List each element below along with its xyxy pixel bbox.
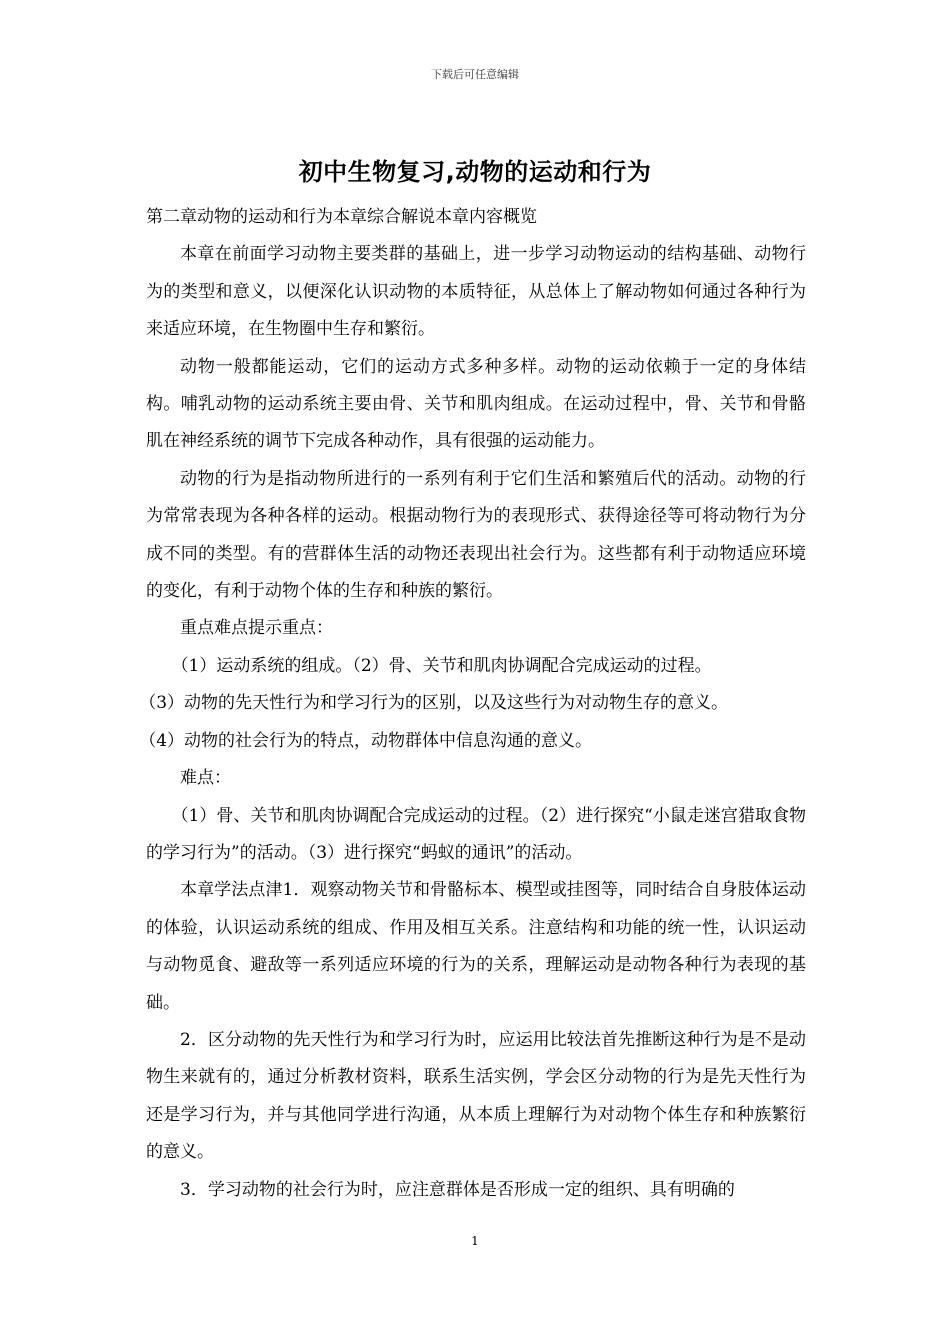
key-point-3: （3）动物的先天性行为和学习行为的区别，以及这些行为对动物生存的意义。 bbox=[139, 693, 729, 714]
study-method-1: 本章学法点津1．观察动物关节和骨骼标本、模型或挂图等，同时结合自身肢体运动的体验，认识运动系统的组成、作用及相互关系。注意结构和功能的统一性，认识运动与动物觅食、避敌等一系列适应环境的行为的关系，理解运动是动物各种行为表现的基础。 bbox=[146, 880, 806, 1013]
difficult-points: （1）骨、关节和肌肉协调配合完成运动的过程。（2）进行探究“小鼠走迷宫猎取食物的学习行为”的活动。（3）进行探究“蚂蚁的通讯”的活动。 bbox=[146, 805, 806, 863]
difficult-points-heading: 难点： bbox=[180, 768, 231, 789]
document-title: 初中生物复习,动物的运动和行为 bbox=[298, 158, 652, 186]
page-number: 1 bbox=[471, 1234, 479, 1248]
paragraph-overview: 本章在前面学习动物主要类群的基础上，进一步学习动物运动的结构基础、动物行为的类型和意义，以便深化认识动物的本质特征，从总体上了解动物如何通过各种行为来适应环境，在生物圈中生存和繁衍。 bbox=[146, 244, 806, 340]
document-body bbox=[139, 199, 806, 1209]
paragraph-behavior: 动物的行为是指动物所进行的一系列有利于它们生活和繁殖后代的活动。动物的行为常常表现为各种各样的运动。根据动物行为的表现形式、获得途径等可将动物行为分成不同的类型。有的营群体生活的动物还表现出社会行为。这些都有利于动物适应环境的变化，有利于动物个体的生存和种族的繁衍。 bbox=[146, 468, 806, 602]
paragraph-movement: 动物一般都能运动，它们的运动方式多种多样。动物的运动依赖于一定的身体结构。哺乳动物的运动系统主要由骨、关节和肌肉组成。在运动过程中，骨、关节和骨骼肌在神经系统的调节下完成各种动作，具有很强的运动能力。 bbox=[146, 356, 806, 452]
intro-heading: 第二章动物的运动和行为本章综合解说本章内容概览 bbox=[146, 207, 537, 227]
key-point-1-2: （1）运动系统的组成。（2）骨、关节和肌肉协调配合完成运动的过程。 bbox=[171, 655, 712, 676]
header-note: 下载后可任意编辑 bbox=[431, 68, 519, 81]
study-method-2: 2．区分动物的先天性行为和学习行为时，应运用比较法首先推断这种行为是不是动物生来就有的，通过分析教材资料，联系生活实例，学会区分动物的行为是先天性行为还是学习行为，并与其他同学进行沟通，从本质上理解行为对动物个体生存和种族繁衍的意义。 bbox=[146, 1029, 806, 1163]
key-points-heading: 重点难点提示重点： bbox=[180, 618, 333, 639]
key-point-4: （4）动物的社会行为的特点，动物群体中信息沟通的意义。 bbox=[139, 730, 593, 751]
study-method-3: 3．学习动物的社会行为时，应注意群体是否形成一定的组织、具有明确的 bbox=[180, 1179, 735, 1200]
